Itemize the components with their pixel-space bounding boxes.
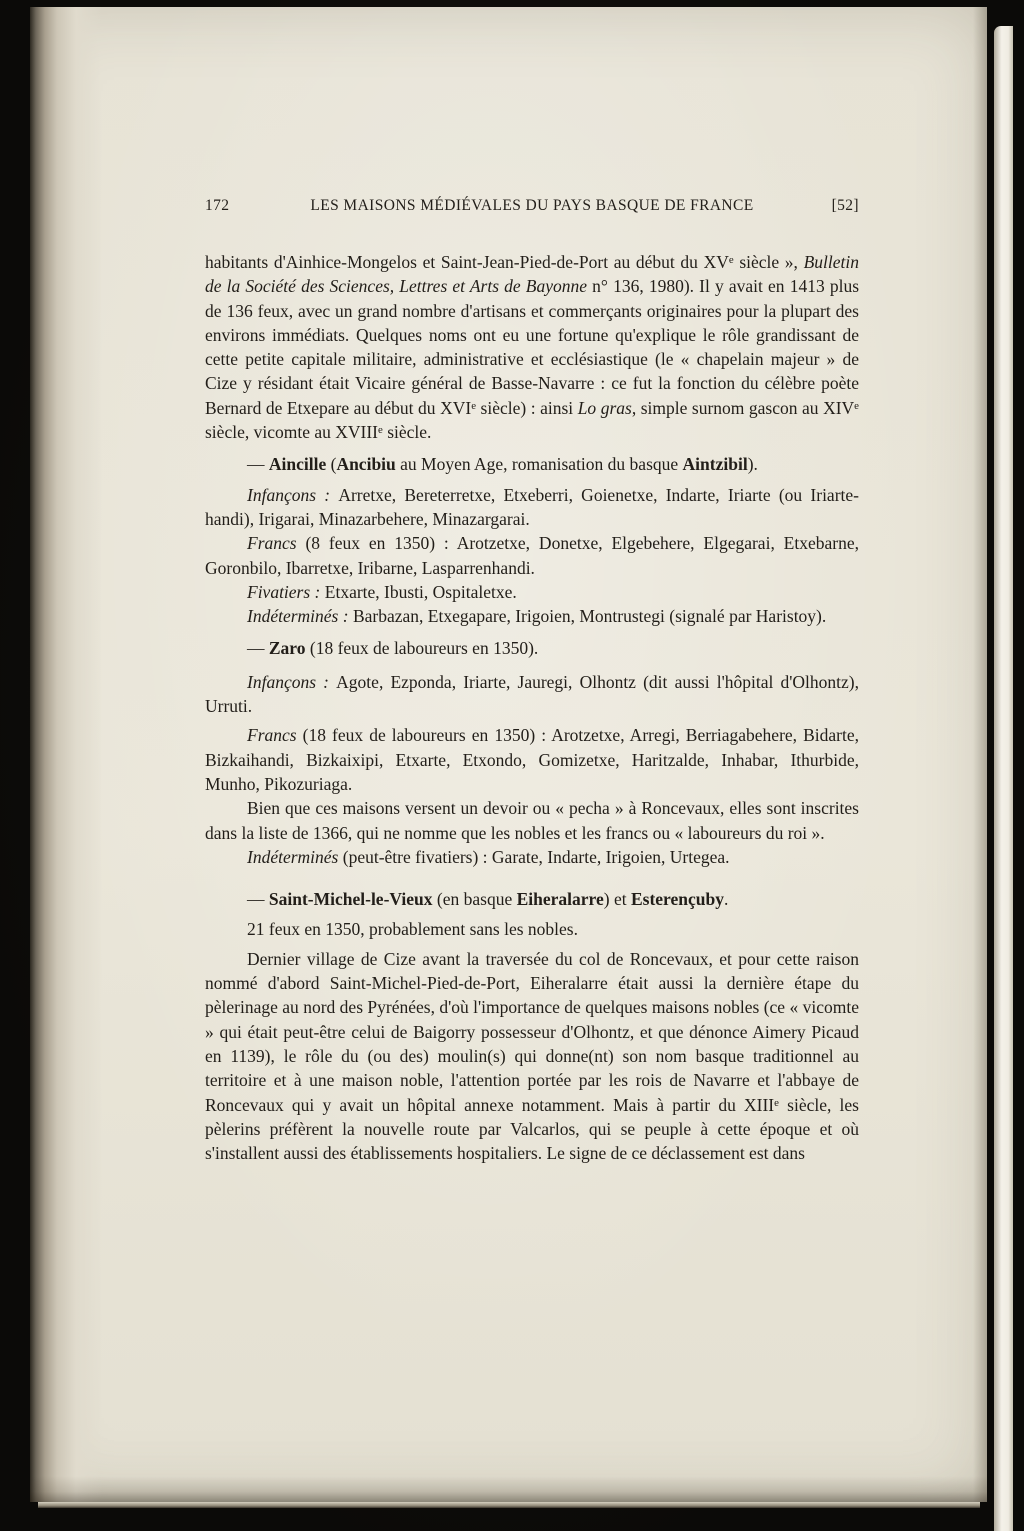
text-segment: Zaro: [268, 638, 306, 659]
page-bottom-shade: [30, 1476, 987, 1502]
text-segment: —: [247, 889, 269, 910]
text-segment: Infançons :: [247, 671, 337, 692]
text-segment: Bien que ces maisons versent un devoir ou « pecha » à Roncevaux, elles sont inscrites dans la liste de 1366, qui ne nomme que les nobles et les francs ou « laboureurs du roi ».: [205, 798, 859, 843]
text-segment: siècle »,: [733, 252, 804, 272]
binding-gutter-shadow: [30, 7, 102, 1502]
text-segment: 21 feux en 1350, probablement sans les nobles.: [247, 919, 578, 940]
paragraph: [205, 723, 859, 796]
text-segment: (peut-être fivatiers) : Garate, Indarte, Irigoien, Urtegea.: [338, 846, 730, 867]
next-page-edge: [994, 26, 1013, 1531]
text-segment: Fivatiers :: [247, 581, 325, 602]
text-segment: Esterençuby: [630, 889, 724, 910]
text-segment: Lo gras: [577, 397, 632, 418]
folio-marker: [52]: [831, 197, 859, 214]
text-segment: Agote, Ezponda, Iriarte, Jauregi, Olhontz (dit aussi l'hôpital d'Olhontz), Urruti.: [205, 671, 859, 717]
text-segment: habitants d'Ainhice-Mongelos et Saint-Jean-Pied-de-Port au début du XV: [205, 252, 729, 272]
paragraph: [205, 887, 859, 911]
paragraph: [205, 917, 859, 941]
paragraph: [205, 636, 859, 660]
text-segment: e: [728, 254, 734, 267]
paragraph: [205, 580, 859, 604]
text-segment: Eiheralarre: [516, 889, 604, 910]
paragraph: [205, 483, 859, 532]
text-segment: Aincille: [268, 454, 327, 475]
text-segment: Etxarte, Ibusti, Ospitaletxe.: [324, 581, 517, 602]
text-segment: Ancibiu: [336, 454, 396, 475]
text-segment: n° 136, 1980). Il y avait en 1413 plus de 136 feux, avec un grand nombre d'artisans et commerçants originaires pour la plupart des environs immédiats. Quelques noms ont eu une fortune qu'explique le rôle grandissant de cette petite capitale militaire, administrative et ecclésiastique (le « chapelain majeur » de Cize y résidant était Vicaire général de Basse-Navarre : ce fut la fonction du célèbre poète Bernard de Etxepare au début du XVI: [205, 276, 860, 418]
text-segment: siècle, vicomte au XVIII: [205, 422, 378, 443]
paragraph: [205, 531, 859, 580]
text-segment: Dernier village de Cize avant la traversée du col de Roncevaux, et pour cette raison nommé d'abord Saint-Michel-Pied-de-Port, Eiheralarre était aussi la dernière étape du pèlerinage au nord des Pyrénées, d'où l'importance de quelques maisons nobles (ce « vicomte » qui était peut-être celui de Baigorry possesseur d'Olhontz, et que dénonce Aimery Picaud en 1139), le rôle du (ou des) moulin(s) qui donne(nt) son nom basque traditionnel au territoire et à une maison noble, l'attention portée par les rois de Navarre et l'abbaye de Roncevaux qui y avait un hôpital annexe notamment. Mais à partir du XIII: [205, 948, 859, 1115]
text-segment: e: [854, 399, 859, 412]
text-segment: siècle.: [382, 422, 432, 443]
text-segment: e: [774, 1096, 779, 1109]
text-segment: —: [247, 454, 269, 475]
text-segment: Infançons :: [247, 484, 339, 505]
text-segment: Indéterminés :: [247, 606, 353, 627]
running-head: [205, 197, 859, 215]
text-block: [205, 250, 859, 1165]
text-segment: siècle, les pèlerins préfèrent la nouvelle route par Valcarlos, qui se peuple à cette époque et où s'installent aussi des établissements hospitaliers. Le signe de ce déclassement est dans: [205, 1094, 859, 1164]
text-segment: (18 feux de laboureurs en 1350) : Arotzetxe, Arregi, Berriagabehere, Bidarte, Bizkaihandi, Bizkaixipi, Etxarte, Etxondo, Gomizetxe, Haritzalde, Inhabar, Ithurbide, Munho, Pikozuriaga.: [205, 725, 859, 794]
text-segment: , simple surnom gascon au XIV: [631, 397, 855, 418]
text-segment: (18 feux de laboureurs en 1350).: [305, 638, 539, 659]
text-segment: (en basque: [432, 889, 517, 910]
text-segment: au Moyen Age, romanisation du basque: [395, 454, 683, 475]
paragraph: [205, 452, 859, 476]
text-segment: Saint-Michel-le-Vieux: [268, 889, 433, 910]
running-title: LES MAISONS MÉDIÉVALES DU PAYS BASQUE DE FRANCE: [310, 197, 754, 214]
text-segment: e: [471, 399, 477, 412]
text-segment: Arretxe, Bereterretxe, Etxeberri, Goienetxe, Indarte, Iriarte (ou Iriarte-handi), Irigarai, Minazarbehere, Minazargarai.: [205, 484, 859, 529]
text-segment: ) et: [603, 889, 631, 910]
text-segment: —: [247, 638, 269, 659]
text-segment: Bulletin de la Société des Sciences, Lettres et Arts de Bayonne: [205, 252, 859, 297]
page-right-shade: [973, 7, 987, 1502]
paragraph: [205, 796, 859, 845]
paragraph: [205, 604, 859, 628]
text-segment: Francs: [247, 533, 297, 554]
book-page: [30, 7, 987, 1502]
text-segment: Indéterminés: [247, 846, 339, 867]
paragraph: [205, 845, 859, 869]
text-segment: Aintzibil: [682, 454, 748, 475]
text-segment: e: [377, 424, 383, 437]
paragraph: [205, 250, 859, 444]
page-number: 172: [205, 197, 230, 214]
text-segment: (: [326, 454, 337, 475]
paragraph: [205, 670, 859, 719]
page-stack-edges: [38, 1502, 980, 1508]
text-segment: .: [723, 889, 729, 910]
text-segment: ).: [747, 454, 758, 475]
text-segment: (8 feux en 1350) : Arotzetxe, Donetxe, Elgebehere, Elgegarai, Etxebarne, Goronbilo, Ibarretxe, Iribarne, Lasparrenhandi.: [205, 533, 859, 578]
paragraph: [205, 947, 859, 1166]
text-segment: Francs: [247, 725, 297, 746]
text-segment: Barbazan, Etxegapare, Irigoien, Montrustegi (signalé par Haristoy).: [352, 606, 827, 627]
text-segment: siècle) : ainsi: [476, 397, 578, 418]
